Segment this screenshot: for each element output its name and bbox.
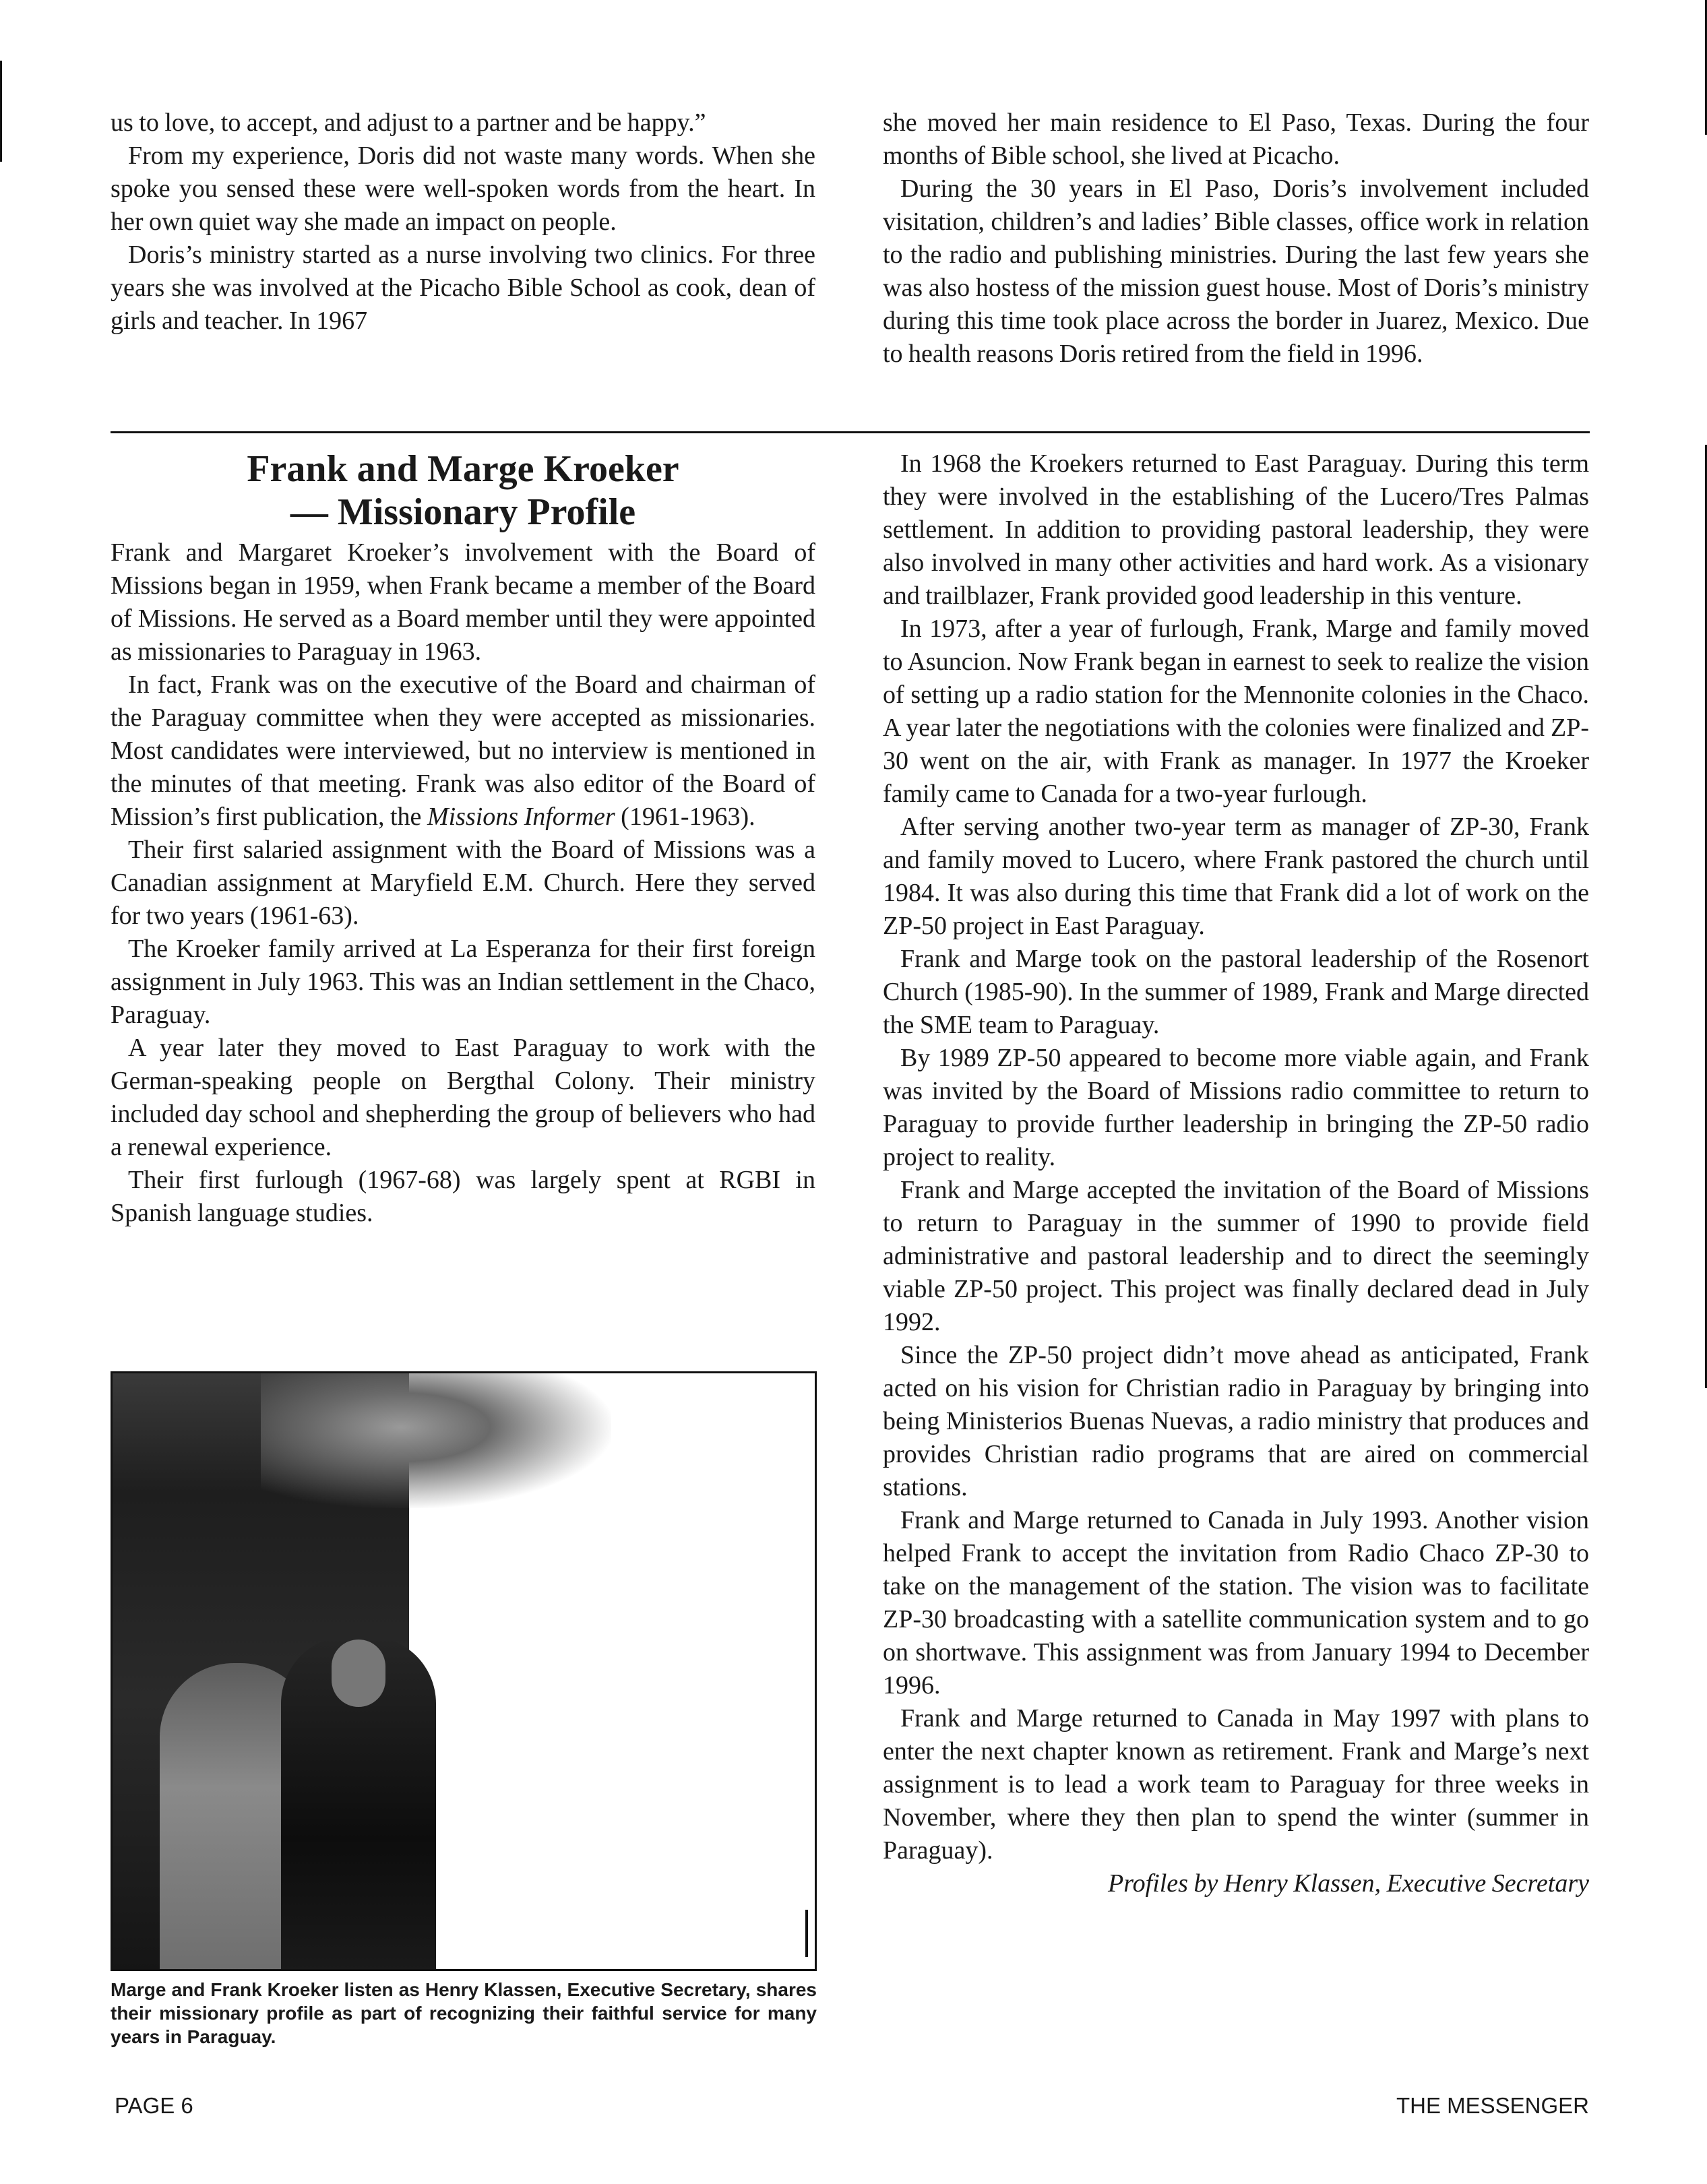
- paragraph: Their first furlough (1967-68) was largely spent at RGBI in Spanish language studies.: [111, 1166, 815, 1227]
- article-title: [111, 447, 815, 534]
- photo-caption: Marge and Frank Kroeker listen as Henry Klassen, Executive Secretary, shares their missionary profile as part of recognizing their faithful service for many years in Paraguay.: [111, 1979, 817, 2047]
- publication-years: (1961-1963).: [615, 803, 755, 831]
- scan-edge-left: [0, 61, 2, 162]
- paragraph: she moved her main residence to El Paso, Texas. During the four months of Bible school, she lived at Picacho.: [883, 108, 1589, 170]
- section-divider: [111, 431, 1590, 433]
- top-right-column: [883, 106, 1589, 371]
- paragraph: Frank and Marge returned to Canada in July 1993. Another vision helped Frank to accept the invitation from Radio Chaco ZP-30 to take on the management of the station. The vision was to facilitate ZP-30 broadcasting with a satellite communication system and to go on shortwave. This assignment was from January 1994 to December 1996.: [883, 1506, 1589, 1699]
- paragraph: During the 30 years in El Paso, Doris’s involvement included visitation, children’s and ladies’ Bible classes, office work in relation to the radio and publishing ministries. During the last few years she was also hostess of the mission guest house. Most of Doris’s ministry during this time took place across the border in Juarez, Mexico. Due to health reasons Doris retired from the field in 1996.: [883, 175, 1589, 368]
- paragraph: In 1968 the Kroekers returned to East Paraguay. During this term they were involved in the establishing of the Lucero/Tres Palmas settlement. In addition to providing pastoral leadership, they were also involved in many other activities and hard work. As a visionary and trailblazer, Frank provided good leadership in this venture.: [883, 449, 1589, 610]
- paragraph-text: In fact, Frank was on the executive of the Board and chairman of the Paraguay committee when they were accepted as missionaries. Most candidates were interviewed, but no interview is mentioned in the minutes of that meeting. Frank was also editor of the Board of Mission’s first publication, the: [111, 670, 815, 831]
- article-right-column: [883, 447, 1589, 1900]
- paragraph: Their first salaried assignment with the Board of Missions was a Canadian assignment at Maryfield E.M. Church. Here they served for two years (1961-63).: [111, 836, 815, 930]
- paragraph: [111, 668, 815, 834]
- paragraph: us to love, to accept, and adjust to a partner and be happy.”: [111, 108, 706, 137]
- paragraph: Frank and Marge returned to Canada in May 1997 with plans to enter the next chapter known as retirement. Frank and Marge’s next assignment is to lead a work team to Paraguay for three weeks in November, where they then plan to spend the winter (summer in Paraguay).: [883, 1704, 1589, 1865]
- byline: Profiles by Henry Klassen, Executive Secretary: [1108, 1869, 1589, 1898]
- paragraph: After serving another two-year term as manager of ZP-30, Frank and family moved to Lucero, where Frank pastored the church until 1984. It was also during this time that Frank did a lot of work on the ZP-50 project in East Paraguay.: [883, 813, 1589, 940]
- paragraph: From my experience, Doris did not waste many words. When she spoke you sensed these were well-spoken words from the heart. In her own quiet way she made an impact on people.: [111, 142, 815, 236]
- publication-name: Missions Informer: [427, 803, 615, 831]
- publication-name-footer: THE MESSENGER: [1396, 2093, 1589, 2118]
- paragraph: A year later they moved to East Paraguay to work with the German-speaking people on Bergthal Colony. Their ministry included day school and shepherding the group of believers who had a renewal experience.: [111, 1034, 815, 1161]
- paragraph: The Kroeker family arrived at La Esperanza for their first foreign assignment in July 1963. This was an Indian settlement in the Chaco, Paraguay.: [111, 935, 815, 1029]
- photo-corner-mark: [805, 1910, 808, 1957]
- photo-light-haze: [261, 1373, 611, 1508]
- top-left-column: [111, 106, 815, 338]
- paragraph: Frank and Margaret Kroeker’s involvement with the Board of Missions began in 1959, when Frank became a member of the Board of Missions. He served as a Board member until they were appointed as missionaries to Paraguay in 1963.: [111, 538, 815, 666]
- paragraph: Doris’s ministry started as a nurse involving two clinics. For three years she was involved at the Picacho Bible School as cook, dean of girls and teacher. In 1967: [111, 241, 815, 335]
- photo-person-right-head: [332, 1640, 385, 1707]
- paragraph: By 1989 ZP-50 appeared to become more viable again, and Frank was invited by the Board of Missions radio committee to return to Paraguay to provide further leadership in bringing the ZP-50 radio project to reality.: [883, 1044, 1589, 1171]
- article-title-line2: — Missionary Profile: [290, 491, 636, 533]
- article-left-column: [111, 447, 815, 1230]
- paragraph: In 1973, after a year of furlough, Frank, Marge and family moved to Asuncion. Now Frank began in earnest to seek to realize the vision of setting up a radio station for the Mennonite colonies in the Chaco. A year later the negotiations with the colonies were finalized and ZP-30 went on the air, with Frank as manager. In 1977 the Kroeker family came to Canada for a two-year furlough.: [883, 615, 1589, 808]
- page-number: PAGE 6: [115, 2093, 193, 2118]
- article-title-line1: Frank and Marge Kroeker: [247, 448, 679, 490]
- paragraph: Since the ZP-50 project didn’t move ahead as anticipated, Frank acted on his vision for Christian radio in Paraguay by bringing into being Ministerios Buenas Nuevas, a radio ministry that produces and provides Christian radio programs that are aired on commercial stations.: [883, 1341, 1589, 1501]
- paragraph: Frank and Marge took on the pastoral leadership of the Rosenort Church (1985-90). In the summer of 1989, Frank and Marge directed the SME team to Paraguay.: [883, 945, 1589, 1039]
- paragraph: Frank and Marge accepted the invitation of the Board of Missions to return to Paraguay in the summer of 1990 to provide field administrative and pastoral leadership and to direct the seemingly viable ZP-50 project. This project was finally declared dead in July 1992.: [883, 1176, 1589, 1336]
- kroeker-photo: [111, 1371, 817, 1971]
